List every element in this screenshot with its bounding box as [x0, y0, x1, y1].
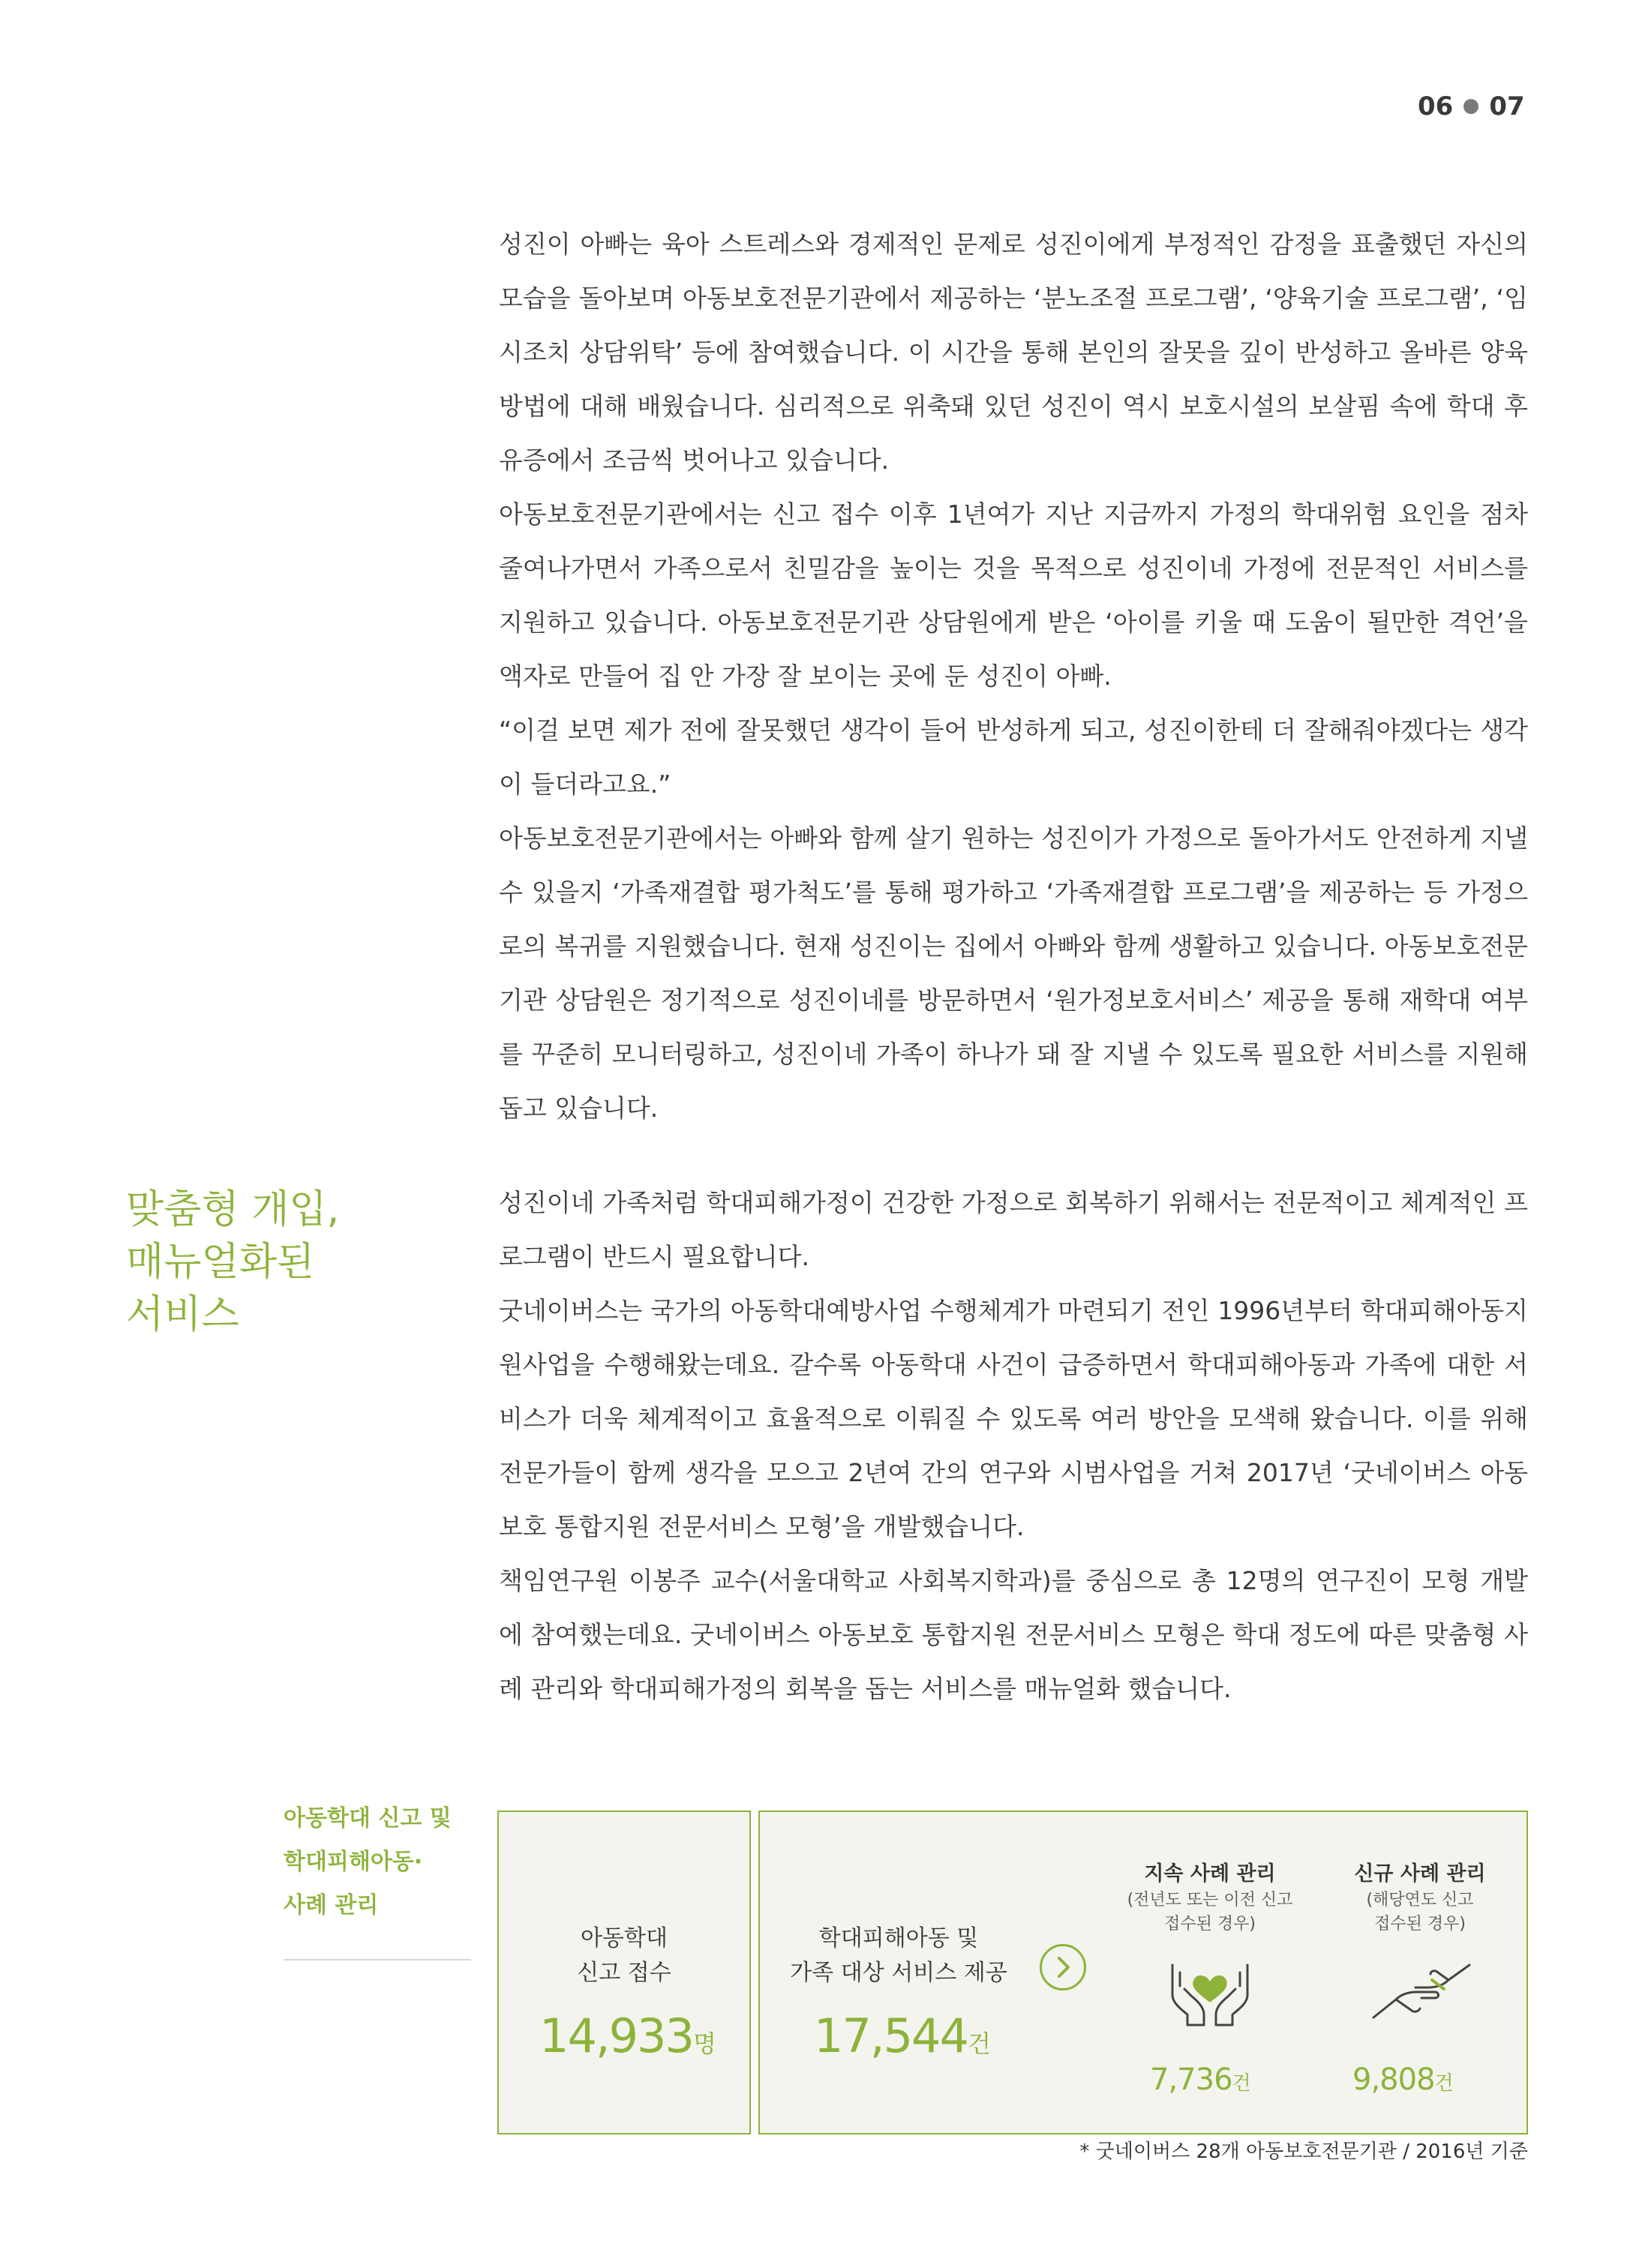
story-paragraph: 성진이 아빠는 육아 스트레스와 경제적인 문제로 성진이에게 부정적인 감정을 표출했던 자신의 모습을 돌아보며 아동보호전문기관에서 제공하는 ‘분노조절 프로그램’, ‘양육기술 프로그램’, ‘임시조치 상담위탁’ 등에 참여했습니다. 이 시간을 통해 본인의 잘못을 깊이 반성하고 올바른 양육 방법에 대해 배웠습니다. 심리적으로 위축돼 있던 성진이 역시 보호시설의 보살핌 속에 학대 후유증에서 조금씩 벗어나고 있습니다.: [499, 230, 1528, 475]
helping-hands-icon: [1366, 1950, 1478, 2032]
reports-number: 14,933: [539, 2008, 693, 2063]
reports-value: [539, 2008, 716, 2063]
divider: [284, 1959, 471, 1960]
reports-label: [499, 1922, 749, 1990]
ongoing-note-line: 접수된 경우): [1164, 1915, 1256, 1934]
infographic-label: [284, 1797, 480, 1928]
infographic-label-line: 학대피해아동·: [284, 1849, 423, 1875]
ongoing-number: 7,736: [1150, 2062, 1232, 2097]
footnote: * 굿네이버스 28개 아동보호전문기관 / 2016년 기준: [1079, 2140, 1528, 2163]
new-cases-note-line: (해당연도 신고: [1366, 1891, 1474, 1910]
infographic-label-line: 아동학대 신고 및: [284, 1805, 452, 1832]
new-cases-number: 9,808: [1352, 2062, 1435, 2097]
new-cases-value: [1352, 2062, 1454, 2097]
services-value: [814, 2008, 991, 2063]
ongoing-note-line: (전년도 또는 이전 신고: [1127, 1891, 1293, 1910]
hands-heart-icon: [1157, 1950, 1262, 2032]
page-numbers: [1418, 92, 1525, 122]
story-quote: “이걸 보면 제가 전에 잘못했던 생각이 들어 반성하게 되고, 성진이한테 더 잘해줘야겠다는 생각이 들더라고요.”: [499, 716, 1528, 799]
services-number: 17,544: [814, 2008, 968, 2063]
section-heading-line: 서비스: [126, 1292, 239, 1337]
new-cases-unit: 건: [1434, 2072, 1454, 2095]
new-cases-title: 신규 사례 관리: [1354, 1862, 1486, 1886]
story-text: [499, 218, 1528, 1136]
section-text: [499, 1176, 1528, 1716]
section-paragraph: 책임연구원 이봉주 교수(서울대학교 사회복지학과)를 중심으로 총 12명의 연구진이 모형 개발에 참여했는데요. 굿네이버스 아동보호 통합지원 전문서비스 모형은 학대 정도에 따른 맞춤형 사례 관리와 학대피해가정의 회복을 돕는 서비스를 매뉴얼화 했습니다.: [499, 1566, 1528, 1703]
services-stat-box: [758, 1810, 1528, 2134]
section-paragraph: 굿네이버스는 국가의 아동학대예방사업 수행체계가 마련되기 전인 1996년부터 학대피해아동지원사업을 수행해왔는데요. 갈수록 아동학대 사건이 급증하면서 학대피해아동과 가족에 대한 서비스가 더욱 체계적이고 효율적으로 이뤄질 수 있도록 여러 방안을 모색해 왔습니다. 이를 위해 전문가들이 함께 생각을 모으고 2년여 간의 연구와 시범사업을 거쳐 2017년 ‘굿네이버스 아동보호 통합지원 전문서비스 모형’을 개발했습니다.: [499, 1296, 1528, 1541]
reports-stat-box: [497, 1810, 751, 2134]
services-label-line: 가족 대상 서비스 제공: [790, 1960, 1007, 1986]
page-separator-dot: [1463, 99, 1478, 114]
new-cases-note: [1322, 1888, 1517, 1936]
reports-label-line: 아동학대: [581, 1925, 668, 1952]
ongoing-title: 지속 사례 관리: [1144, 1862, 1276, 1886]
chevron-right-circle-icon: [1040, 1944, 1086, 1990]
ongoing-value: [1150, 2062, 1251, 2097]
story-paragraph: 아동보호전문기관에서는 신고 접수 이후 1년여가 지난 지금까지 가정의 학대위험 요인을 점차 줄여나가면서 가족으로서 친밀감을 높이는 것을 목적으로 성진이네 가정에 전문적인 서비스를 지원하고 있습니다. 아동보호전문기관 상담원에게 받은 ‘아이를 키울 때 도움이 될만한 격언’을 액자로 만들어 집 안 가장 잘 보이는 곳에 둔 성진이 아빠.: [499, 500, 1528, 691]
page-number-left: 06: [1418, 92, 1454, 122]
section-paragraph: 성진이네 가족처럼 학대피해가정이 건강한 가정으로 회복하기 위해서는 전문적이고 체계적인 프로그램이 반드시 필요합니다.: [499, 1188, 1528, 1271]
ongoing-note: [1112, 1888, 1307, 1936]
page-number-right: 07: [1489, 92, 1525, 122]
story-paragraph: 아동보호전문기관에서는 아빠와 함께 살기 원하는 성진이가 가정으로 돌아가서도 안전하게 지낼 수 있을지 ‘가족재결합 평가척도’를 통해 평가하고 ‘가족재결합 프로그램’을 제공하는 등 가정으로의 복귀를 지원했습니다. 현재 성진이는 집에서 아빠와 함께 생활하고 있습니다. 아동보호전문기관 상담원은 정기적으로 성진이네를 방문하면서 ‘원가정보호서비스’ 제공을 통해 재학대 여부를 꾸준히 모니터링하고, 성진이네 가족이 하나가 돼 잘 지낼 수 있도록 필요한 서비스를 지원해 돕고 있습니다.: [499, 824, 1528, 1123]
services-label-line: 학대피해아동 및: [818, 1925, 979, 1952]
reports-unit: 명: [692, 2030, 716, 2058]
section-heading-line: 매뉴얼화된: [126, 1240, 315, 1285]
new-cases-note-line: 접수된 경우): [1374, 1915, 1466, 1934]
section-heading: [126, 1184, 339, 1341]
services-unit: 건: [967, 2030, 991, 2058]
services-label: [760, 1922, 1037, 1990]
section-heading-line: 맞춤형 개입,: [126, 1187, 340, 1232]
ongoing-unit: 건: [1232, 2072, 1251, 2095]
infographic-label-line: 사례 관리: [284, 1892, 379, 1918]
reports-label-line: 신고 접수: [577, 1960, 671, 1986]
chevron-right-icon: [1042, 1946, 1084, 1988]
